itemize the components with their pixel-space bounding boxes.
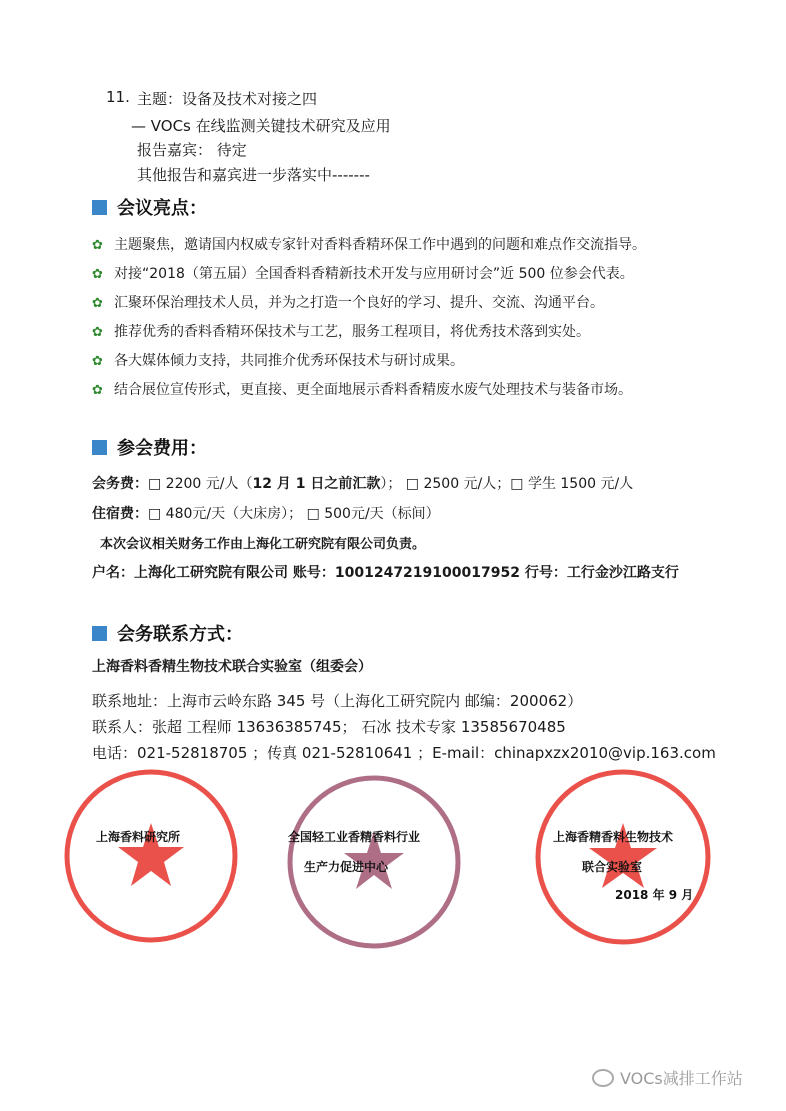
fees-heading: 参会费用： <box>92 434 207 460</box>
agenda-item-title: 主题：设备及技术对接之四 <box>137 90 318 108</box>
signature-org-3-line-1: 上海香精香料生物技术 <box>553 830 674 844</box>
highlight-item: ✿ 结合展位宣传形式，更直接、更全面地展示香料香精废水废气处理技术与装备市场。 <box>92 382 632 398</box>
signature-org-1: 上海香料研究所 <box>96 830 181 844</box>
flower-bullet-icon: ✿ <box>92 238 103 253</box>
red-seal-stamp-icon <box>62 767 240 945</box>
agenda-other-note: 其他报告和嘉宾进一步落实中------- <box>137 166 370 184</box>
contact-phone-email: 电话：021-52818705 ；传真 021-52810641 ；E-mail：chinapxzx2010@vip.163.com <box>92 744 716 762</box>
section-square-icon <box>92 626 107 641</box>
agenda-item-number: 11. <box>106 88 130 106</box>
flower-bullet-icon: ✿ <box>92 354 103 369</box>
section-square-icon <box>92 200 107 215</box>
meeting-fee-line: 会务费：□ 2200 元/人（12 月 1 日之前汇款）； □ 2500 元/人；□ 学生 1500 元/人 <box>92 476 634 492</box>
section-square-icon <box>92 440 107 455</box>
highlight-item: ✿ 各大媒体倾力支持，共同推介优秀环保技术与研讨成果。 <box>92 353 464 369</box>
contact-address: 联系地址：上海市云岭东路 345 号（上海化工研究院内 邮编：200062） <box>92 692 583 710</box>
contact-people: 联系人：张超 工程师 13636385745； 石冰 技术专家 13585670485 <box>92 718 566 736</box>
flower-bullet-icon: ✿ <box>92 267 103 282</box>
highlight-item: ✿ 汇聚环保治理技术人员，并为之打造一个良好的学习、提升、交流、沟通平台。 <box>92 295 604 311</box>
contact-heading: 会务联系方式： <box>92 620 243 646</box>
highlight-item: ✿ 对接“2018（第五届）全国香料香精新技术开发与应用研讨会”近 500 位参会代表。 <box>92 266 634 282</box>
signature-org-2-line-1: 全国轻工业香精香料行业 <box>288 830 421 844</box>
highlight-item: ✿ 主题聚焦，邀请国内权威专家针对香料香精环保工作中遇到的问题和难点作交流指导。 <box>92 237 646 253</box>
flower-bullet-icon: ✿ <box>92 383 103 398</box>
signature-org-3-line-2: 联合实验室 <box>582 860 643 874</box>
flower-bullet-icon: ✿ <box>92 325 103 340</box>
flower-bullet-icon: ✿ <box>92 296 103 311</box>
watermark: VOCs减排工作站 <box>592 1066 743 1089</box>
bank-account-line: 户名：上海化工研究院有限公司 账号：1001247219100017952 行号：工行金沙江路支行 <box>92 565 679 581</box>
highlights-heading: 会议亮点： <box>92 194 207 220</box>
signature-org-2-line-2: 生产力促进中心 <box>304 860 389 874</box>
agenda-item-speaker: 报告嘉宾： 待定 <box>137 141 247 159</box>
agenda-item-subtitle: — VOCs 在线监测关键技术研究及应用 <box>131 117 391 135</box>
wechat-icon <box>592 1069 614 1087</box>
red-seal-stamp-icon <box>533 767 713 947</box>
organizer-name: 上海香料香精生物技术联合实验室（组委会） <box>92 659 372 675</box>
signature-date: 2018 年 9 月 <box>615 888 694 902</box>
highlight-item: ✿ 推荐优秀的香料香精环保技术与工艺，服务工程项目，将优秀技术落到实处。 <box>92 324 590 340</box>
lodging-fee-line: 住宿费：□ 480元/天（大床房）； □ 500元/天（标间） <box>92 506 440 522</box>
finance-note: 本次会议相关财务工作由上海化工研究院有限公司负责。 <box>100 537 426 552</box>
